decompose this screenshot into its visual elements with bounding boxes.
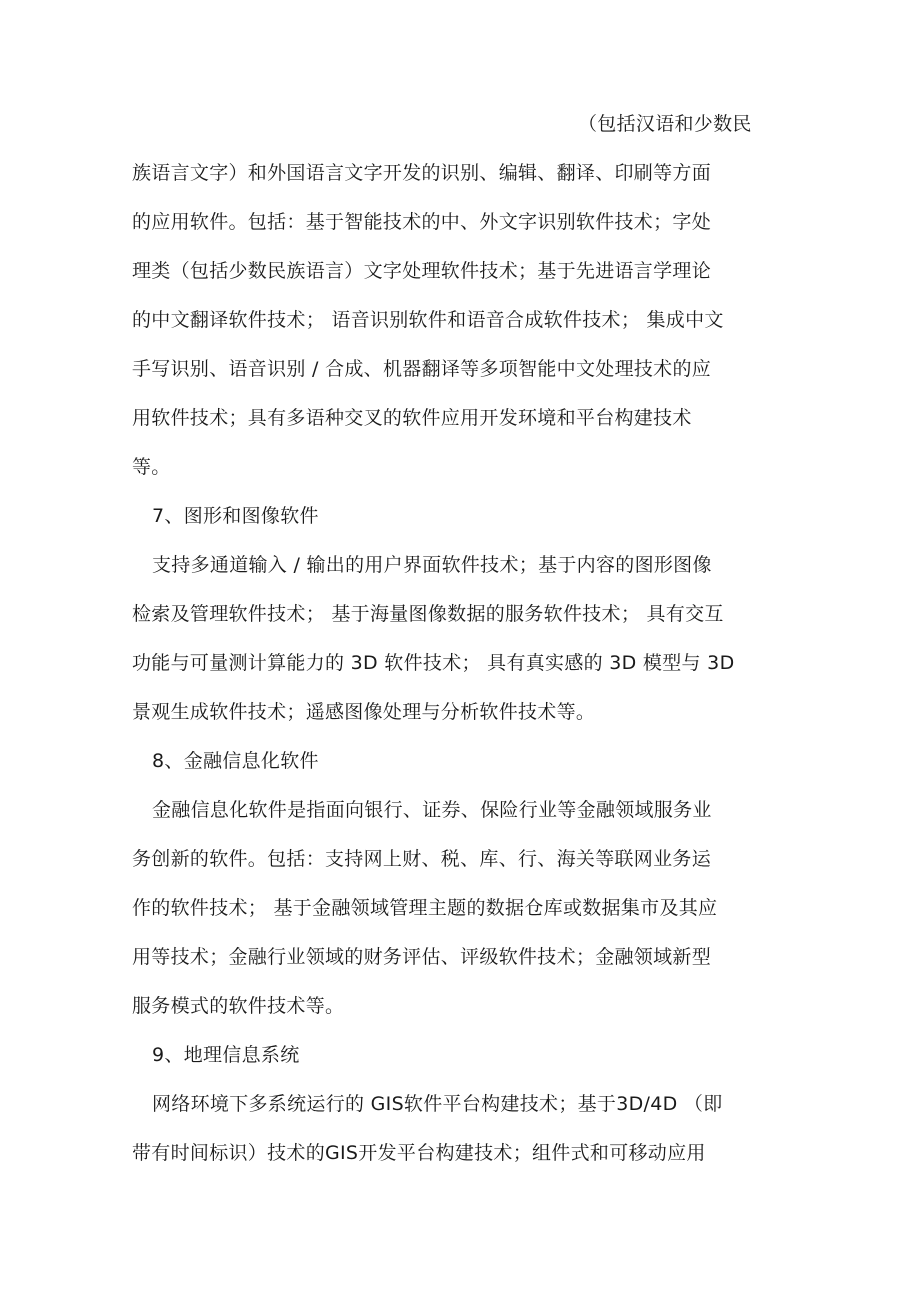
text-line: 手写识别、语音识别 / 合成、机器翻译等多项智能中文处理技术的应 (132, 358, 712, 380)
text-line: 功能与可量测计算能力的 3D 软件技术； 具有真实感的 3D 模型与 3D (132, 652, 735, 674)
text-line: 的应用软件。包括：基于智能技术的中、外文字识别软件技术；字处 (132, 211, 712, 233)
text-line: 服务模式的软件技术等。 (132, 995, 345, 1017)
text-line: 金融信息化软件是指面向银行、证券、保险行业等金融领域服务业 (152, 799, 712, 821)
text-line: 支持多通道输入 / 输出的用户界面软件技术；基于内容的图形图像 (152, 554, 712, 576)
text-line: 用软件技术；具有多语种交叉的软件应用开发环境和平台构建技术 (132, 407, 692, 429)
section-heading: 7、图形和图像软件 (152, 505, 319, 527)
text-line: 等。 (132, 456, 171, 478)
text-line: 作的软件技术； 基于金融领域管理主题的数据仓库或数据集市及其应 (132, 897, 718, 919)
text-line: 检索及管理软件技术； 基于海量图像数据的服务软件技术； 具有交互 (132, 603, 724, 625)
text-line: （包括汉语和少数民 (578, 113, 752, 135)
text-line: 带有时间标识）技术的GIS开发平台构建技术；组件式和可移动应用 (132, 1142, 706, 1164)
text-line: 理类（包括少数民族语言）文字处理软件技术；基于先进语言学理论 (132, 260, 712, 282)
text-line: 的中文翻译软件技术； 语音识别软件和语音合成软件技术； 集成中文 (132, 309, 724, 331)
text-line: 景观生成软件技术；遥感图像处理与分析软件技术等。 (132, 701, 596, 723)
section-heading: 9、地理信息系统 (152, 1044, 300, 1066)
text-line: 网络环境下多系统运行的 GIS软件平台构建技术；基于3D/4D （即 (152, 1093, 723, 1115)
text-line: 族语言文字）和外国语言文字开发的识别、编辑、翻译、印刷等方面 (132, 162, 712, 184)
section-heading: 8、金融信息化软件 (152, 750, 319, 772)
text-line: 用等技术；金融行业领域的财务评估、评级软件技术；金融领域新型 (132, 946, 712, 968)
text-line: 务创新的软件。包括：支持网上财、税、库、行、海关等联网业务运 (132, 848, 712, 870)
